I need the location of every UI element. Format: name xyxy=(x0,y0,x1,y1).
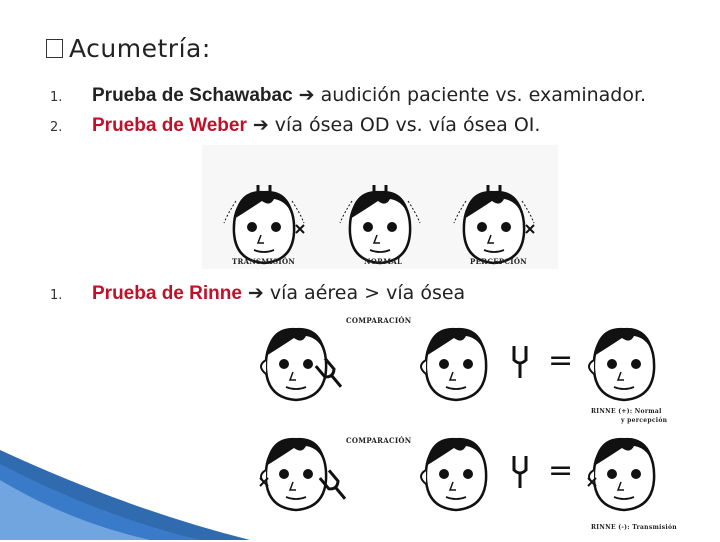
list-number: 1. xyxy=(50,90,63,105)
corner-decoration xyxy=(0,450,260,540)
rinne-illustration xyxy=(256,312,718,538)
rinne-face-2c xyxy=(588,438,654,510)
rinne-face-2b xyxy=(421,438,486,510)
test-description: vía aérea > vía ósea xyxy=(269,282,466,304)
equals-sign-1: = xyxy=(548,343,574,378)
fork-1 xyxy=(514,346,526,378)
list-item-schwabach xyxy=(50,84,646,107)
rinne-heading-2: COMPARACIÓN xyxy=(346,436,412,445)
arrow-icon: ➔ xyxy=(247,282,264,304)
rinne-note-1: RINNE (+): Normal xyxy=(591,408,662,415)
list-item-weber xyxy=(50,114,540,137)
rinne-figure xyxy=(256,312,718,538)
caption-percepcion: PERCEPCIÓN xyxy=(470,257,527,266)
test-name: Prueba de Weber xyxy=(92,115,247,136)
test-name: Prueba de Rinne xyxy=(92,283,242,304)
slide-title xyxy=(46,34,211,63)
weber-figure xyxy=(202,145,558,269)
rinne-heading-1: COMPARACIÓN xyxy=(346,316,412,325)
rinne-face-2a xyxy=(260,438,350,510)
caption-transmision: TRANSMISIÓN xyxy=(232,257,296,266)
face-transmision xyxy=(224,185,304,263)
list-number: 1. xyxy=(50,288,63,303)
rinne-note-2: RINNE (-): Transmisión xyxy=(591,524,677,531)
list-item-rinne xyxy=(50,282,465,305)
fork-2 xyxy=(514,456,526,488)
rinne-face-1c xyxy=(589,328,654,400)
list-number: 2. xyxy=(50,120,63,135)
test-description: vía ósea OD vs. vía ósea OI. xyxy=(274,114,541,136)
test-name: Prueba de Schawabac xyxy=(92,85,293,106)
test-description: audición paciente vs. examinador. xyxy=(320,84,647,106)
bullet-box-icon xyxy=(46,39,63,58)
arrow-icon: ➔ xyxy=(298,84,315,106)
equals-sign-2: = xyxy=(548,453,574,488)
face-percepcion xyxy=(454,185,534,263)
rinne-note-1b: y percepción xyxy=(621,417,668,424)
caption-normal: NORMAL xyxy=(364,257,403,266)
slide-title-text: Acumetría: xyxy=(69,34,211,63)
weber-illustration xyxy=(202,145,558,269)
rinne-face-1b xyxy=(421,328,486,400)
arrow-icon: ➔ xyxy=(252,114,269,136)
rinne-face-1a xyxy=(261,328,346,400)
face-normal xyxy=(340,185,420,263)
